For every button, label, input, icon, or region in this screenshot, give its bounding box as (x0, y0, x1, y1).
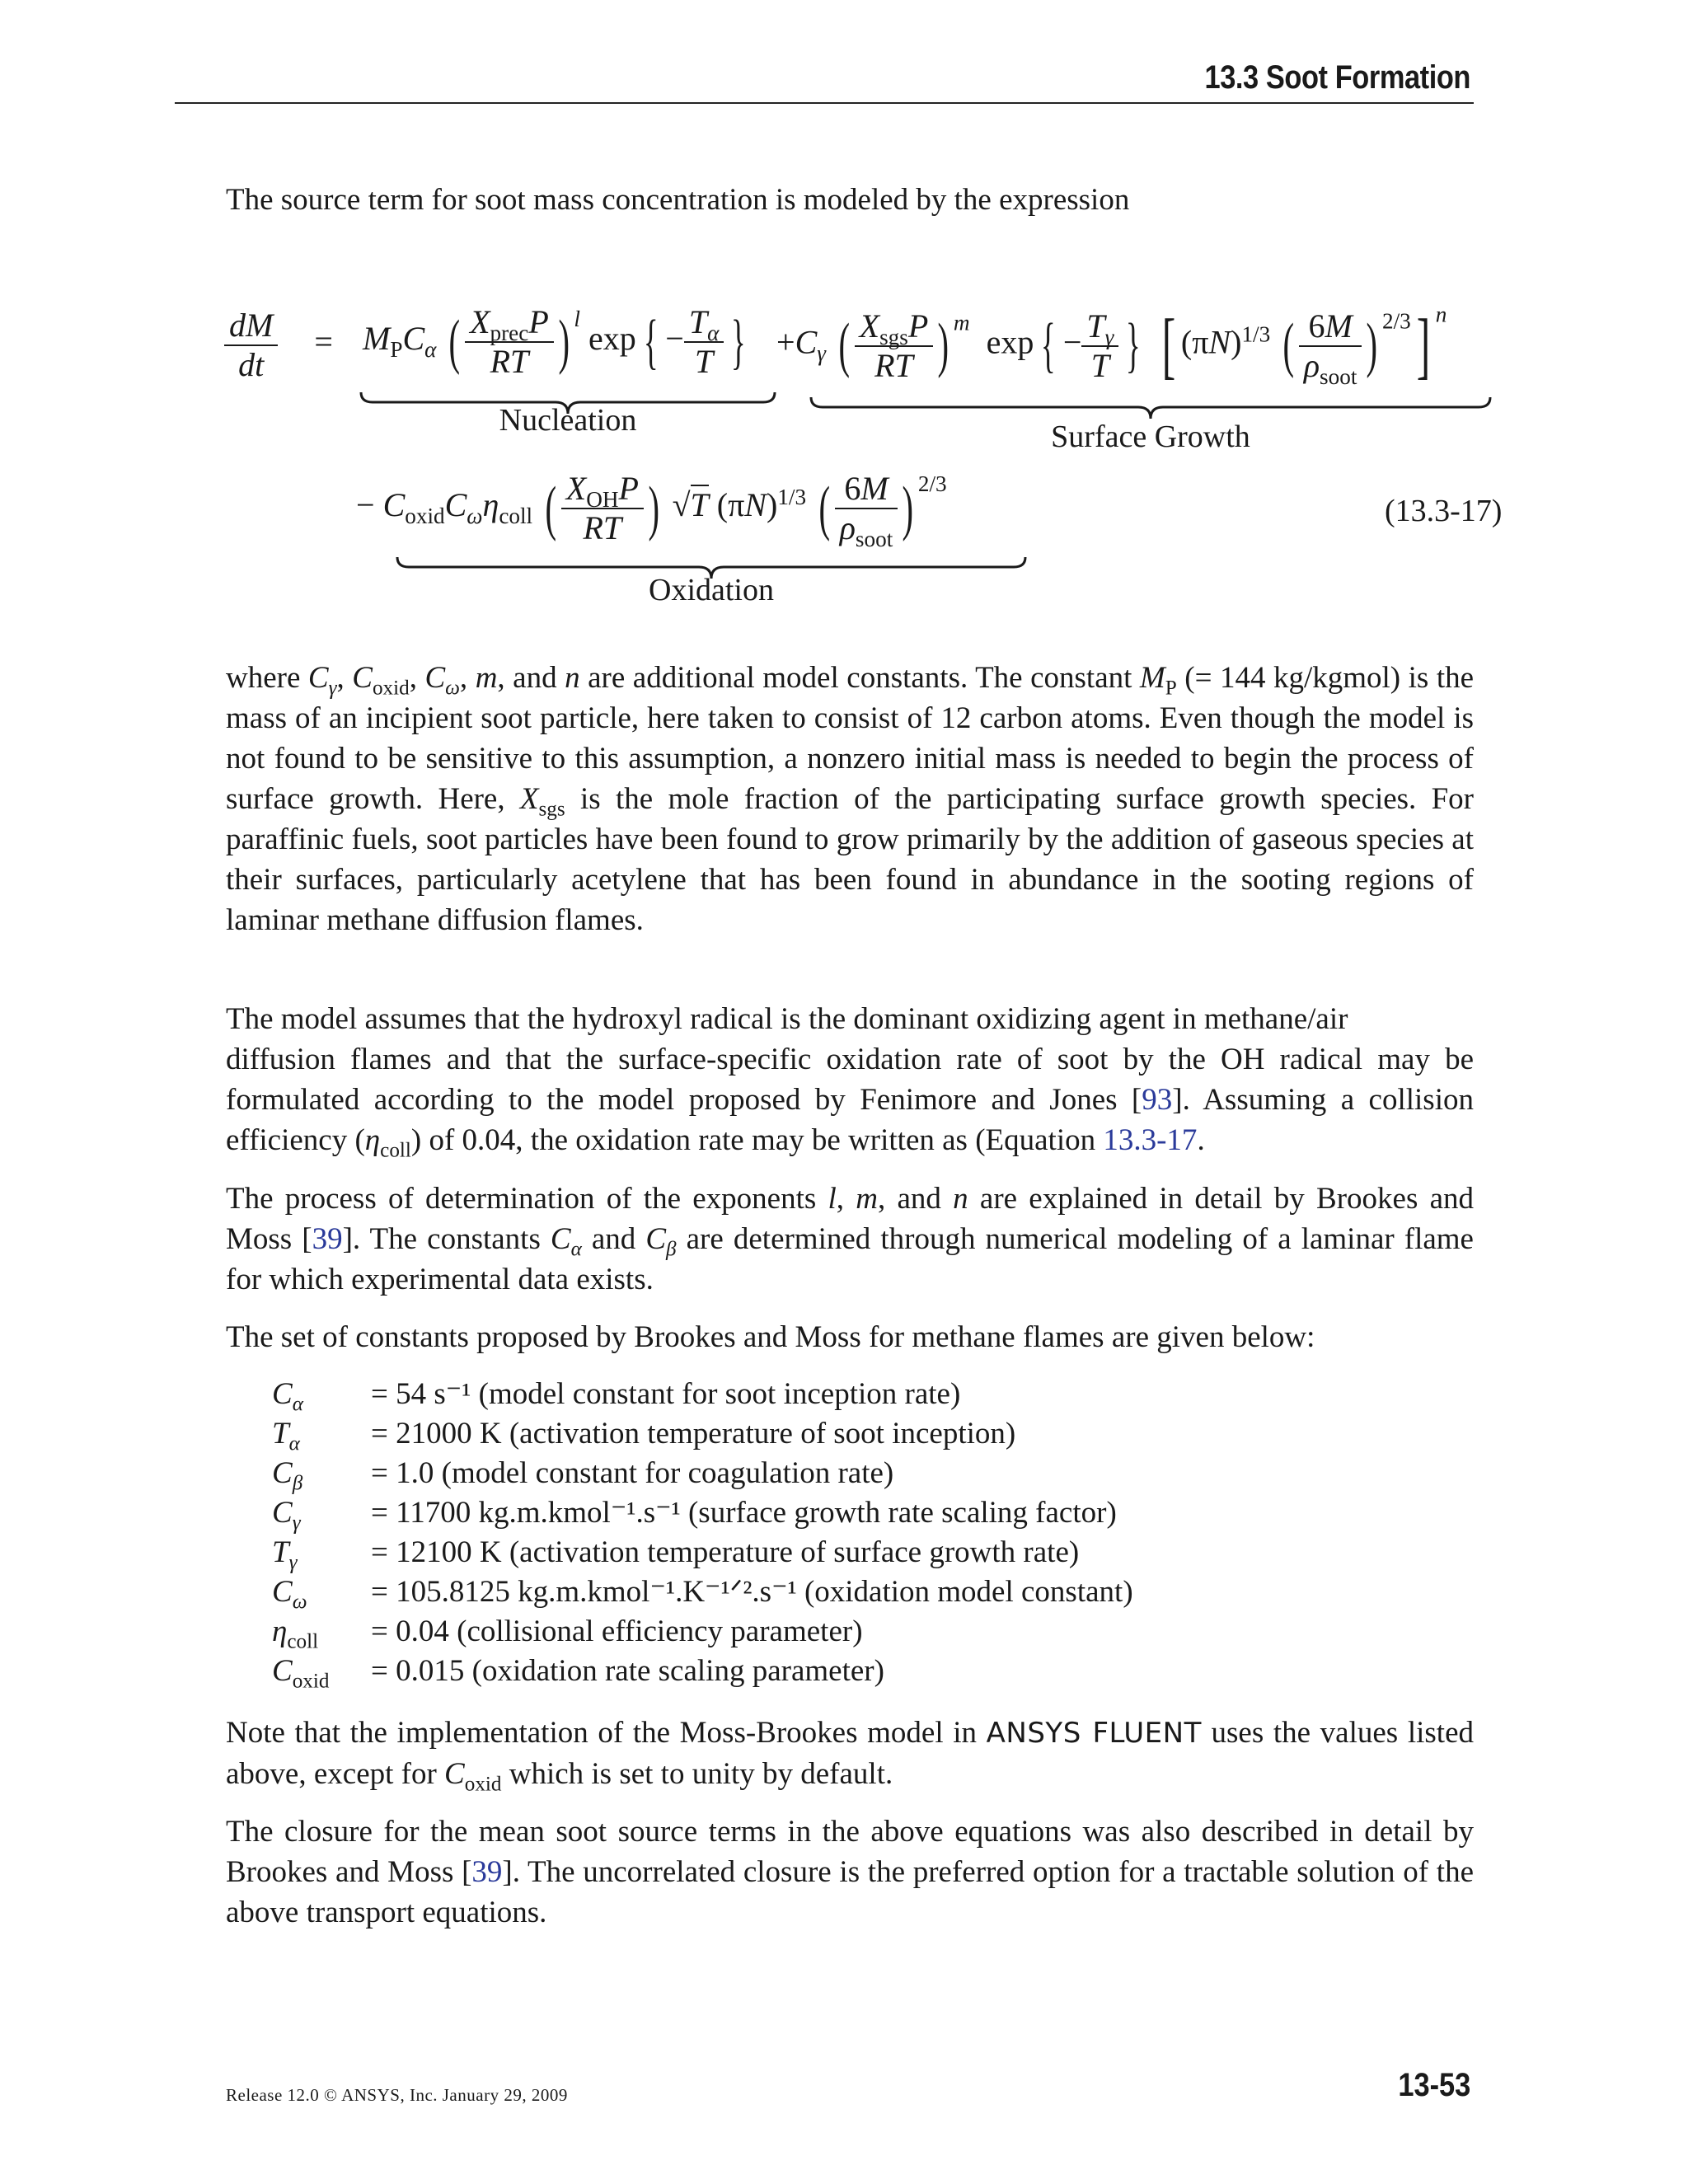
constant-row: $C_\beta = 1.0$ (model constant for coagulation rate) (272, 1456, 894, 1495)
surface-growth-label: Surface Growth (1051, 419, 1250, 454)
section-header-title: 13.3 Soot Formation (1204, 59, 1470, 96)
citation-link[interactable]: 39 (312, 1222, 343, 1256)
paragraph-model-constants: where $C_\gamma$, $C_{oxid}$, $C_\omega$, m, and n are additional model constants. The constant $M_P$ (= 144 kg/kgmol) is the mass of an incipient soot particle, here taken to consist of 12 carbon atoms. Even though the model is not found to be sensitive to this assumption, a nonzero initial mass is needed to begin the process of surface growth. Here, $X_{sgs}$ is the mole fraction of the participating surface growth species. For paraffinic fuels, soot particles have been found to grow primarily by the addition of gaseous species at their surfaces, particularly acetylene that has been found in abundance in the sooting regions of laminar methane diffusion flames. (226, 661, 1475, 937)
footer-release: Release 12.0 © ANSYS, Inc. January 29, 2009 (226, 2085, 568, 2105)
constant-row: $C_{oxid} = 0.015$ (oxidation rate scaling parameter) (272, 1654, 884, 1693)
paragraph-closure: The closure for the mean soot source terms in the above equations was also described in detail by Brookes and Moss [39]. The uncorrelated closure is the preferred option for a tractable solution of the above transport equations. (226, 1815, 1474, 1929)
equation-nucleation-term: $M_PC_\alpha$ ( $\frac{X_{prec}P}{RT}$ ) $^l$ exp { − $\frac{T_\alpha}{T}$ } (363, 303, 747, 380)
citation-link[interactable]: 93 (1142, 1083, 1173, 1117)
equation-link[interactable]: 13.3-17 (1103, 1123, 1198, 1157)
oxidation-label: Oxidation (649, 573, 774, 607)
citation-link[interactable]: 39 (471, 1855, 503, 1889)
constant-row: $C_\gamma = 11700$ kg.m.kmol⁻¹.s⁻¹ (surface growth rate scaling factor) (272, 1496, 1117, 1535)
header-rule (175, 102, 1474, 104)
equation-number: (13.3-17) (1385, 494, 1503, 528)
intro-paragraph: The source term for soot mass concentration is modeled by the expression (226, 183, 1130, 217)
constant-row: $\eta_{coll} = 0.04$ (collisional efficiency parameter) (272, 1615, 863, 1653)
equation-lhs: $\frac{dM}{dt}$ = (224, 307, 333, 384)
paragraph-exponents: The process of determination of the exponents l, m, and n are explained in detail by Brookes and Moss [39]. The constants $C_\alpha$ and $C_\beta$ are determined through numerical modeling of a laminar flame for which experimental data exists. (226, 1182, 1475, 1296)
constant-row: $C_\alpha = 54$ s⁻¹ (model constant for soot inception rate) (272, 1377, 961, 1416)
product-name: ANSYS FLUENT (986, 1717, 1202, 1750)
constant-row: $T_\gamma = 12100$ K (activation temperature of surface growth rate) (272, 1535, 1080, 1574)
paragraph-constants-intro: The set of constants proposed by Brookes and Moss for methane flames are given below: (226, 1320, 1315, 1354)
equation-surface-growth-term: $+C_\gamma$ ( $\frac{X_{sgs}P}{RT}$ ) $^m$ exp { − $\frac{T_\gamma}{T}$ } [ $(\pi N)^{1/3}$ ( $\frac{6M}{\rho_{soot}}$ ) $^{2/3}$] $^n$ (776, 302, 1447, 389)
page-number: 13-53 (1398, 2067, 1470, 2103)
equation-oxidation-term: − $C_{oxid}C_\omega\eta_{coll}$ ( $\frac{X_{OH}P}{RT}$ ) √T $(\pi N)^{1/3}$ ( $\frac{6M}{\rho_{soot}}$ ) $^{2/3}$ (356, 470, 947, 551)
surface-growth-underbrace (809, 396, 1492, 420)
constant-row: $T_\alpha = 21000$ K (activation temperature of soot inception) (272, 1417, 1016, 1455)
paragraph-implementation-note: Note that the implementation of the Moss-Brookes model in ANSYS FLUENT uses the values listed above, except for $C_{oxid}$ which is set to unity by default. (226, 1716, 1474, 1796)
paragraph-oxidation: The model assumes that the hydroxyl radical is the dominant oxidizing agent in methane/air diffusion flames and that the surface-specific oxidation rate of soot by the OH radical may be formulated according to the model proposed by Fenimore and Jones [93]. Assuming a collision efficiency $(\eta_{coll})$ of 0.04, the oxidation rate may be written as (Equation 13.3-17. (226, 1002, 1474, 1162)
nucleation-label: Nucleation (499, 403, 637, 438)
constant-row: $C_\omega = 105.8125$ kg.m.kmol⁻¹.K⁻¹ᐟ².s⁻¹ (oxidation model constant) (272, 1575, 1133, 1614)
